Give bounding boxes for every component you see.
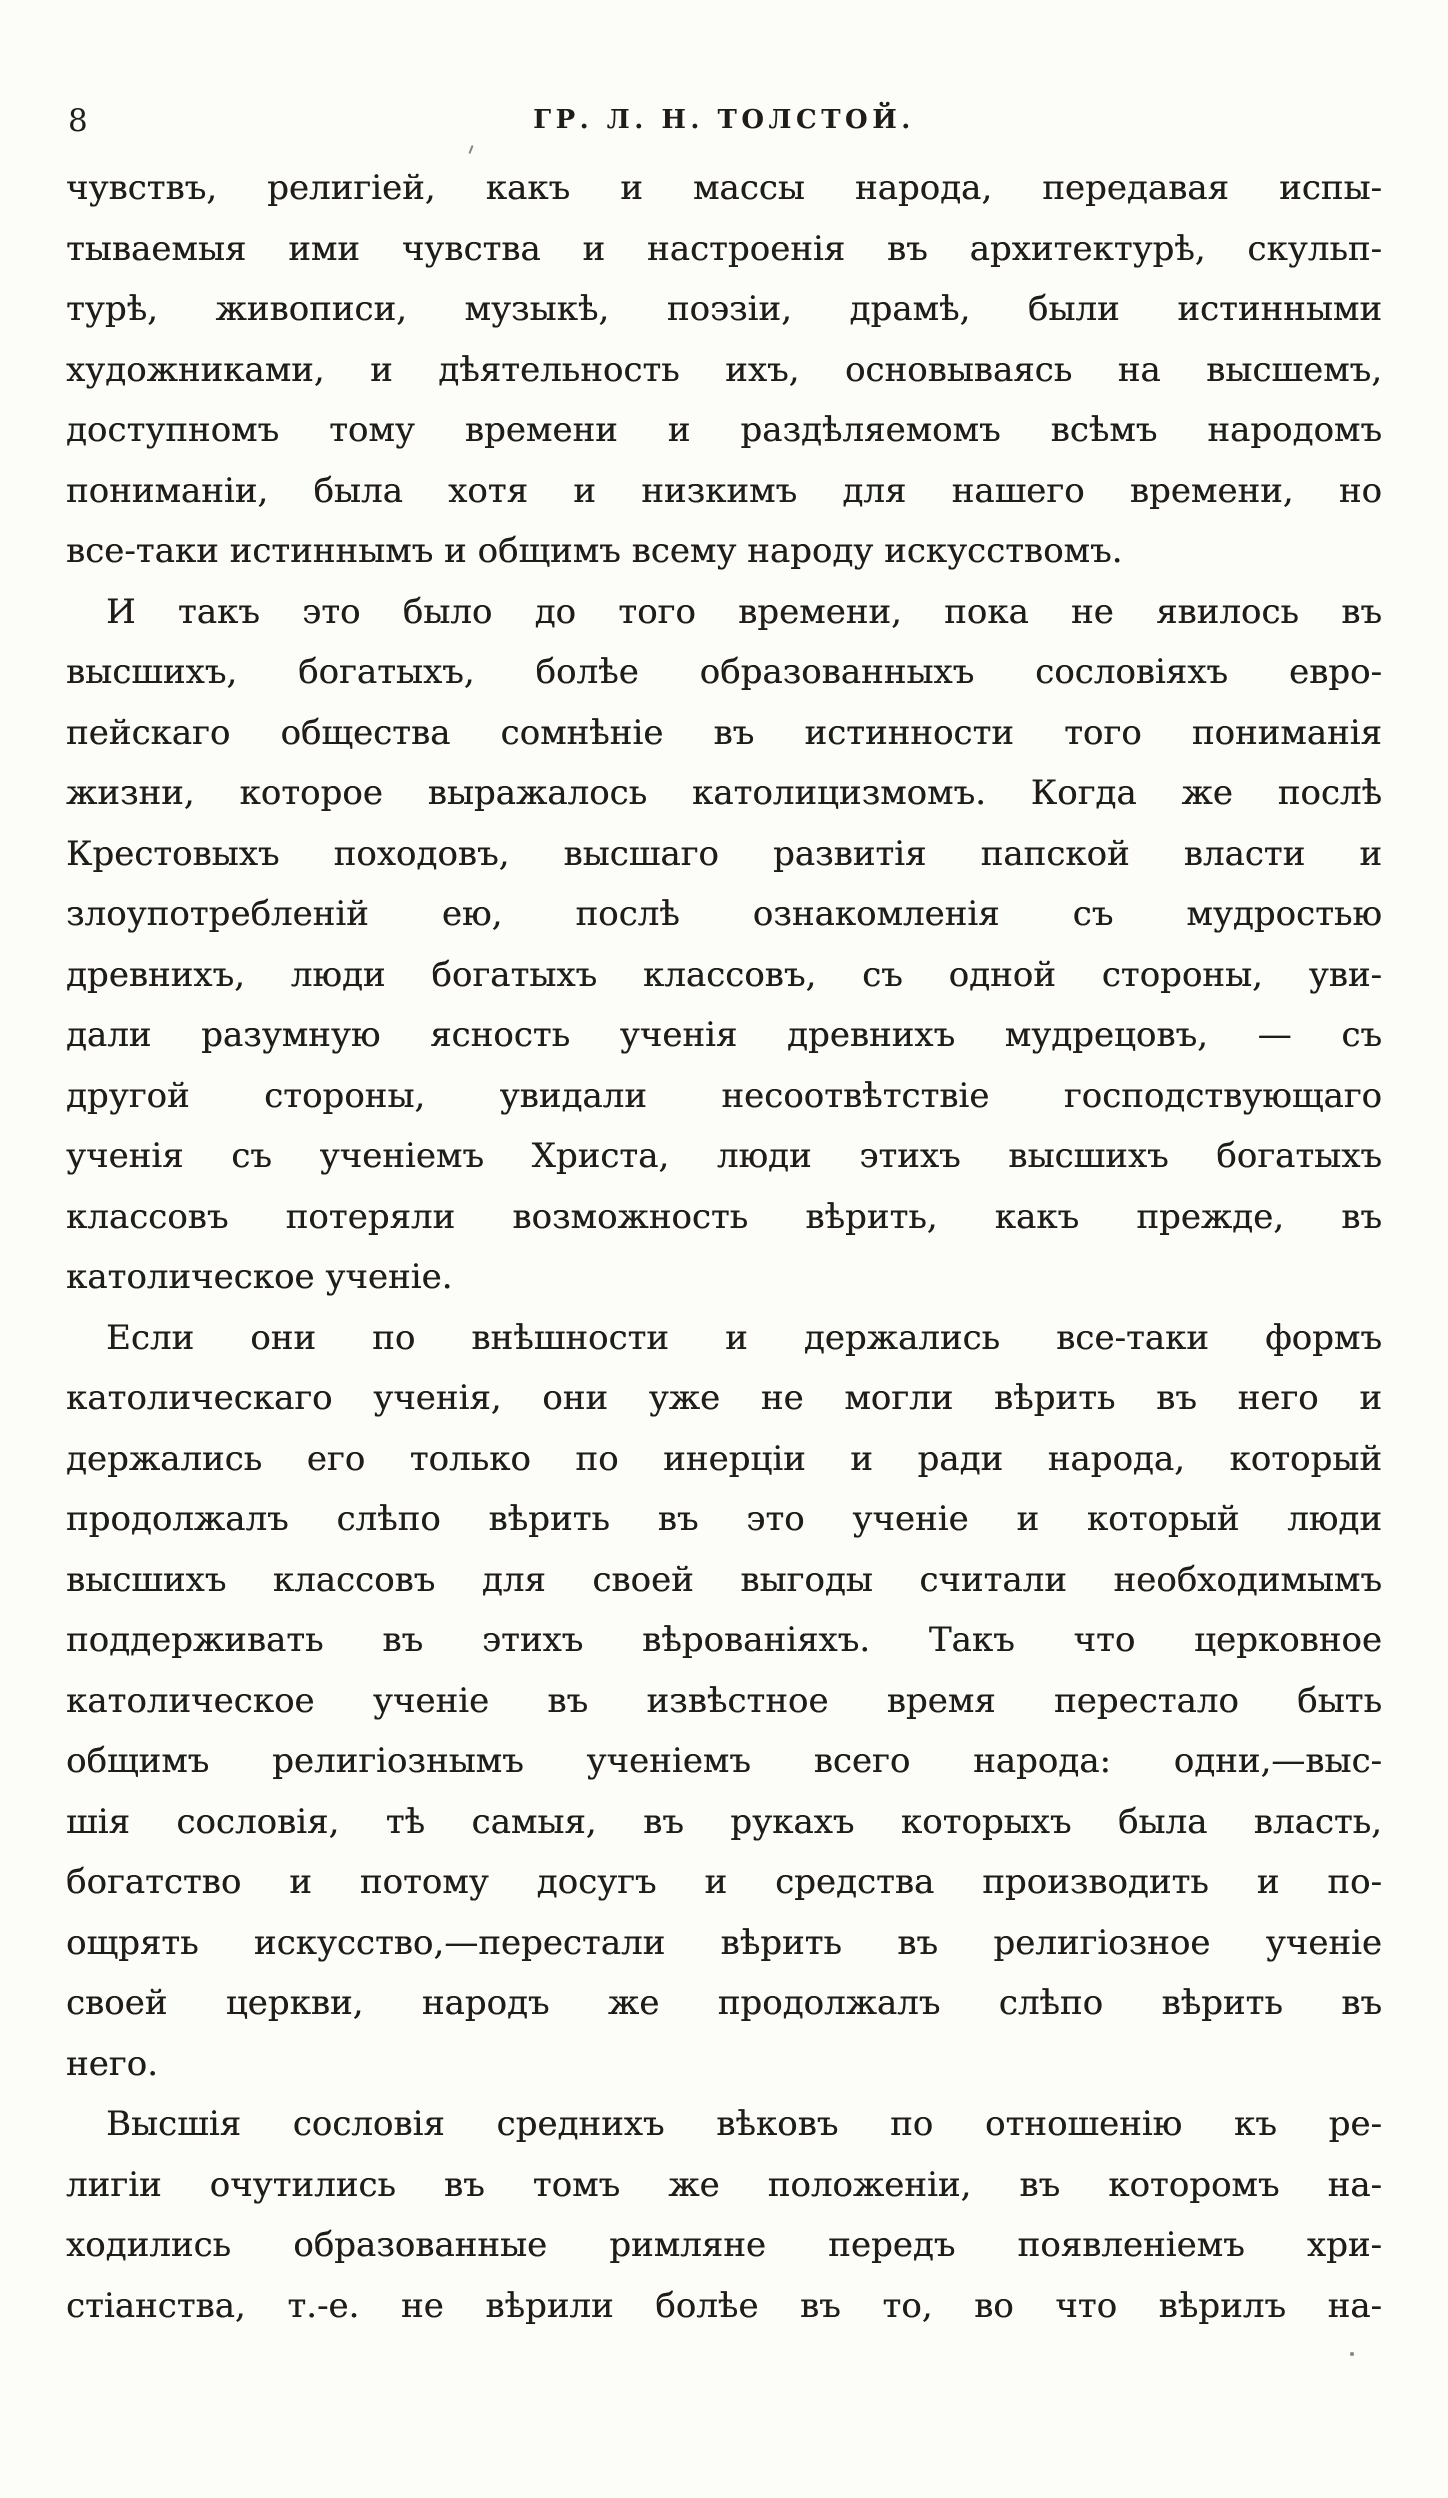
text-line: высшихъ, богатыхъ, болѣе образованныхъ сословіяхъ евро-: [66, 652, 1382, 692]
text-line: Крестовыхъ походовъ, высшаго развитія папской власти и: [66, 833, 1382, 874]
text-line: богатство и потому досугъ и средства производить и по-: [66, 1862, 1382, 1902]
text-line: чувствъ, религіей, какъ и массы народа, передавая испы-: [66, 168, 1382, 208]
page-number: 8: [68, 103, 88, 139]
text-line: высшихъ классовъ для своей выгоды считали необходимымъ: [66, 1559, 1382, 1600]
text-line: древнихъ, люди богатыхъ классовъ, съ одной стороны, уви-: [66, 954, 1382, 995]
text-line: него.: [66, 2043, 158, 2084]
text-line: лигіи очутились въ томъ же положеніи, въ которомъ на-: [66, 2164, 1382, 2205]
text-line: дали разумную ясность ученія древнихъ мудрецовъ, — съ: [66, 1015, 1382, 1055]
paragraph: [66, 582, 1382, 1308]
text-line: другой стороны, увидали несоотвѣтствіе господствующаго: [66, 1075, 1382, 1116]
text-block: [66, 158, 1382, 2336]
text-line: держались его только по инерціи и ради народа, который: [66, 1438, 1382, 1479]
text-line: Высшія сословія среднихъ вѣковъ по отношенію къ ре-: [106, 2104, 1382, 2144]
text-line: Если они по внѣшности и держались все-таки формъ: [106, 1317, 1382, 1358]
text-line: ученія съ ученіемъ Христа, люди этихъ высшихъ богатыхъ: [66, 1136, 1382, 1176]
text-line: продолжалъ слѣпо вѣрить въ это ученіе и который люди: [66, 1499, 1382, 1539]
text-line: художниками, и дѣятельность ихъ, основываясь на высшемъ,: [66, 349, 1382, 390]
text-line: католическое ученіе.: [66, 1257, 453, 1297]
print-artifact-dot: [1350, 2352, 1354, 2356]
paragraph: [66, 2094, 1382, 2336]
text-line: пониманіи, была хотя и низкимъ для нашего времени, но: [66, 470, 1382, 511]
paragraph: [66, 1308, 1382, 2095]
text-line: классовъ потеряли возможность вѣрить, какъ прежде, въ: [66, 1196, 1382, 1237]
text-line: злоупотребленій ею, послѣ ознакомленія съ мудростью: [66, 894, 1382, 934]
text-line: жизни, которое выражалось католицизмомъ. Когда же послѣ: [66, 773, 1382, 813]
text-line: общимъ религіознымъ ученіемъ всего народа: одни,—выс-: [66, 1741, 1382, 1781]
text-line: католическое ученіе въ извѣстное время перестало быть: [66, 1680, 1382, 1721]
text-line: ходились образованные римляне передъ появленіемъ хри-: [66, 2225, 1382, 2265]
paragraph: [66, 158, 1382, 582]
text-line: стіанства, т.-е. не вѣрили болѣе въ то, во что вѣрилъ на-: [66, 2285, 1382, 2326]
print-artifact-mark: [468, 145, 473, 154]
text-line: все-таки истиннымъ и общимъ всему народу искусствомъ.: [66, 531, 1123, 571]
page-header: [66, 102, 1382, 142]
text-line: турѣ, живописи, музыкѣ, поэзіи, драмѣ, были истинными: [66, 289, 1382, 329]
text-line: католическаго ученія, они уже не могли вѣрить въ него и: [66, 1378, 1382, 1418]
text-line: шія сословія, тѣ самыя, въ рукахъ которыхъ была власть,: [66, 1801, 1382, 1842]
text-line: ощрять искусство,—перестали вѣрить въ религіозное ученіе: [66, 1922, 1382, 1963]
text-line: поддерживать въ этихъ вѣрованіяхъ. Такъ что церковное: [66, 1620, 1382, 1660]
text-line: пейскаго общества сомнѣніе въ истинности того пониманія: [66, 712, 1382, 753]
running-title: ГР. Л. Н. ТОЛСТОЙ.: [533, 105, 915, 135]
text-line: своей церкви, народъ же продолжалъ слѣпо вѣрить въ: [66, 1983, 1382, 2023]
text-line: доступномъ тому времени и раздѣляемомъ всѣмъ народомъ: [66, 410, 1382, 450]
text-line: И такъ это было до того времени, пока не явилось въ: [106, 591, 1382, 632]
text-line: тываемыя ими чувства и настроенія въ архитектурѣ, скульп-: [66, 228, 1382, 269]
